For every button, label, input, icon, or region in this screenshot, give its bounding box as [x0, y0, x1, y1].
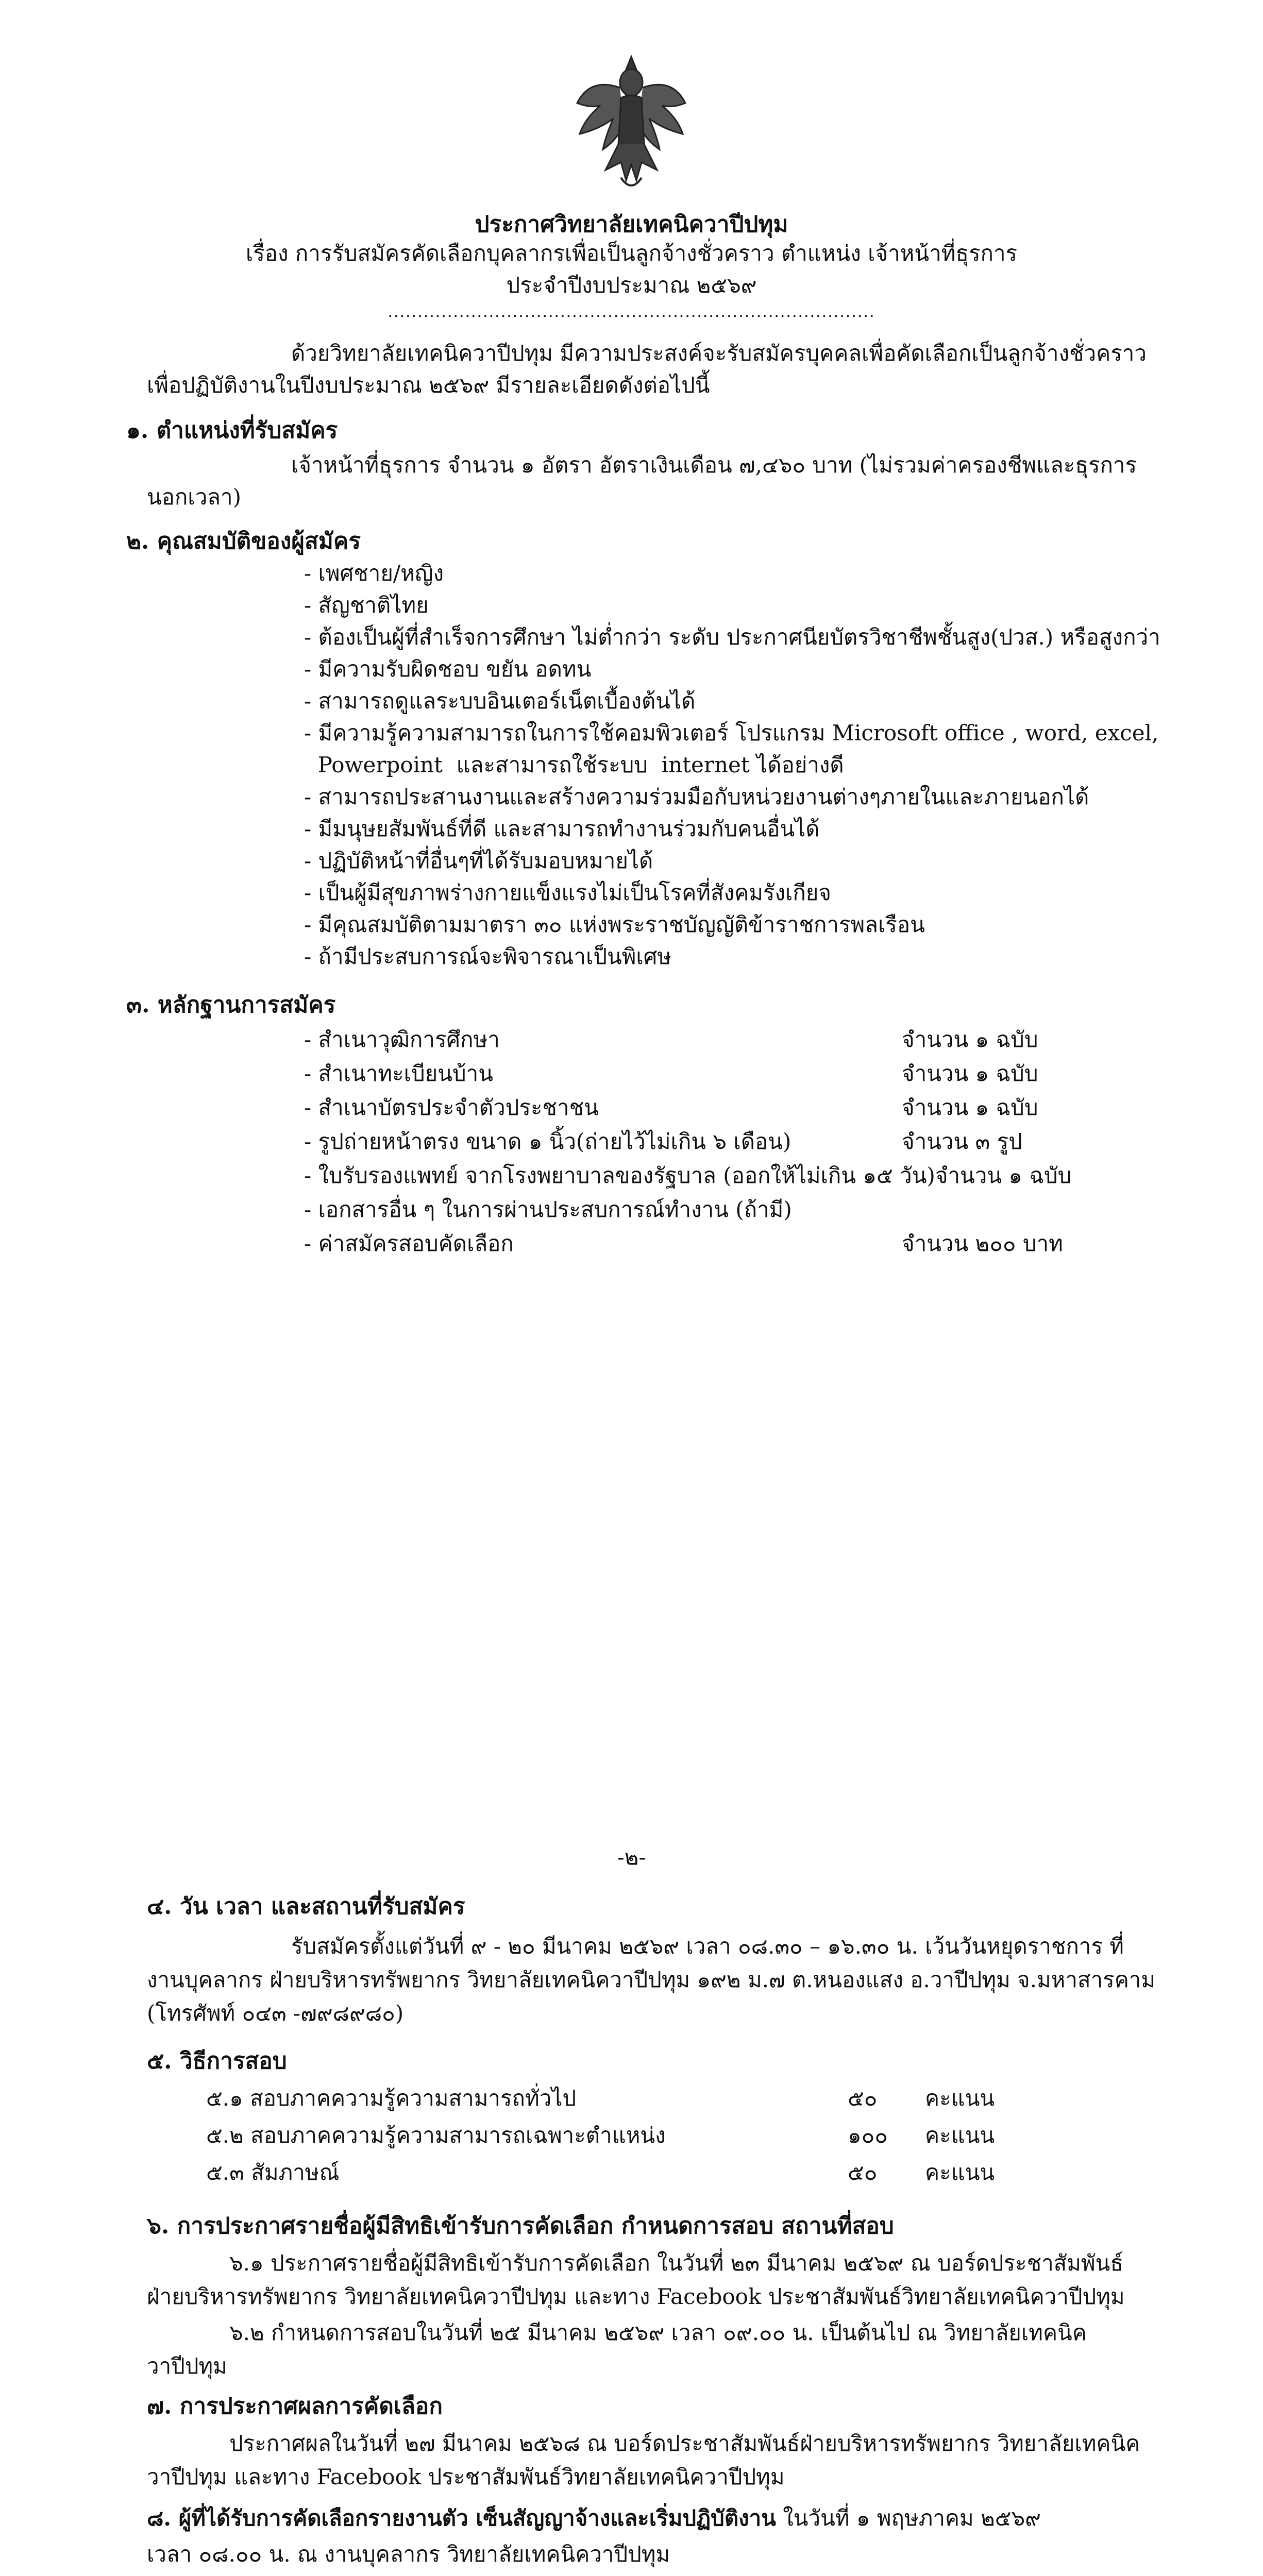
section-8-line-1: [147, 2501, 1041, 2535]
section-6-line-1: ๖.๑ ประกาศรายชื่อผู้มีสิทธิเข้ารับการคัดเลือก ในวันที่ ๒๓ มีนาคม ๒๕๖๙ ณ บอร์ดประชาสัมพันธ์: [229, 2250, 1124, 2276]
document-label: - สำเนาทะเบียนบ้าน: [304, 1061, 493, 1086]
section-7-heading: ๗. การประกาศผลการคัดเลือก: [147, 2393, 443, 2419]
exam-unit: คะแนน: [925, 2160, 995, 2185]
subject-line-2: ประจำปีงบประมาณ ๒๕๖๙: [506, 273, 757, 298]
section-6-line-3: ๖.๒ กำหนดการสอบในวันที่ ๒๕ มีนาคม ๒๕๖๙ เวลา ๐๙.๐๐ น. เป็นต้นไป ณ วิทยาลัยเทคนิค: [229, 2320, 1087, 2345]
list-item: - ถ้ามีประสบการณ์จะพิจารณาเป็นพิเศษ: [304, 944, 672, 969]
table-row: [304, 1023, 1129, 1057]
table-row: [206, 2119, 1082, 2156]
table-row: [206, 2081, 1082, 2119]
document-qty: จำนวน ๒๐๐ บาท: [902, 1231, 1063, 1256]
document-label: - เอกสารอื่น ๆ ในการผ่านประสบการณ์ทำงาน (ถ้ามี): [304, 1197, 792, 1222]
table-row: [206, 2156, 1082, 2193]
section-7-line-2: วาปีปทุม และทาง Facebook ประชาสัมพันธ์วิทยาลัยเทคนิควาปีปทุม: [147, 2464, 785, 2489]
document-qty: จำนวน ๑ ฉบับ: [902, 1095, 1038, 1120]
section-5-heading: ๕. วิธีการสอบ: [147, 2048, 287, 2074]
list-item: - เป็นผู้มีสุขภาพร่างกายแข็งแรงไม่เป็นโรคที่สังคมรังเกียจ: [304, 880, 831, 905]
subject-line-1: เรื่อง การรับสมัครคัดเลือกบุคลากรเพื่อเป็นลูกจ้างชั่วคราว ตำแหน่ง เจ้าหน้าที่ธุรการ: [245, 241, 1018, 266]
section-6-line-4: วาปีปทุม: [147, 2353, 227, 2379]
qualification-list: [304, 556, 1160, 972]
exam-unit: คะแนน: [925, 2123, 995, 2148]
document-qty: จำนวน ๓ รูป: [902, 1129, 1022, 1154]
table-row: [304, 1227, 1129, 1261]
table-row: [304, 1193, 1129, 1227]
list-item: Powerpoint และสามารถใช้ระบบ internet ได้อย่างดี: [304, 752, 844, 777]
exam-unit: คะแนน: [925, 2086, 995, 2111]
document-qty: จำนวน ๑ ฉบับ: [902, 1027, 1038, 1052]
document-qty: จำนวน ๑ ฉบับ: [902, 1061, 1038, 1086]
section-6-heading: ๖. การประกาศรายชื่อผู้มีสิทธิเข้ารับการคัดเลือก กำหนดการสอบ สถานที่สอบ: [147, 2213, 894, 2239]
section-1-heading: ๑. ตำแหน่งที่รับสมัคร: [126, 417, 338, 444]
exam-score: ๕๐: [848, 2160, 878, 2185]
table-row: [304, 1125, 1129, 1159]
section-4-line-2: งานบุคลากร ฝ่ายบริหารทรัพยากร วิทยาลัยเทคนิควาปีปทุม ๑๙๒ ม.๗ ต.หนองแสง อ.วาปีปทุม จ.มหาสารคาม: [147, 1967, 1156, 1992]
document-label: - สำเนาวุฒิการศึกษา: [304, 1027, 500, 1052]
section-4-heading: ๔. วัน เวลา และสถานที่รับสมัคร: [147, 1893, 465, 1920]
list-item: - ปฏิบัติหน้าที่อื่นๆที่ได้รับมอบหมายได้: [304, 848, 653, 873]
section-4-line-3: (โทรศัพท์ ๐๔๓ -๗๙๘๙๘๐): [147, 2001, 404, 2026]
list-item: - มีมนุษยสัมพันธ์ที่ดี และสามารถทำงานร่วมกับคนอื่นได้: [304, 816, 820, 841]
exam-label: ๕.๓ สัมภาษณ์: [206, 2160, 340, 2185]
list-item: - สามารถประสานงานและสร้างความร่วมมือกับหน่วยงานต่างๆภายในและภายนอกได้: [304, 784, 1089, 809]
document-label: - รูปถ่ายหน้าตรง ขนาด ๑ นิ้ว(ถ่ายไว้ไม่เกิน ๖ เดือน): [304, 1129, 792, 1154]
document-title: ประกาศวิทยาลัยเทคนิควาปีปทุม: [475, 211, 788, 238]
section-3-heading: ๓. หลักฐานการสมัคร: [126, 992, 336, 1018]
exam-label: ๕.๒ สอบภาคความรู้ความสามารถเฉพาะตำแหน่ง: [206, 2123, 666, 2148]
section-2-heading: ๒. คุณสมบัติของผู้สมัคร: [126, 528, 361, 554]
document-label: - สำเนาบัตรประจำตัวประชาชน: [304, 1095, 599, 1120]
table-row: [304, 1159, 1129, 1193]
list-item: - มีความรับผิดชอบ ขยัน อดทน: [304, 656, 592, 682]
section-4-line-1: รับสมัครตั้งแต่วันที่ ๙ - ๒๐ มีนาคม ๒๕๖๙ เวลา ๐๘.๓๐ – ๑๖.๓๐ น. เว้นวันหยุดราชการ ที่: [291, 1934, 1124, 1959]
page-number: -๒-: [617, 1844, 646, 1870]
section-7-line-1: ประกาศผลในวันที่ ๒๗ มีนาคม ๒๕๖๘ ณ บอร์ดประชาสัมพันธ์ฝ่ายบริหารทรัพยากร วิทยาลัยเทคนิค: [229, 2431, 1140, 2456]
section-1-line-1: เจ้าหน้าที่ธุรการ จำนวน ๑ อัตรา อัตราเงินเดือน ๗,๔๖๐ บาท (ไม่รวมค่าครองชีพและธุรการ: [291, 452, 1137, 478]
intro-line-1: ด้วยวิทยาลัยเทคนิควาปีปทุม มีความประสงค์จะรับสมัครบุคคลเพื่อคัดเลือกเป็นลูกจ้างชั่วคราว: [291, 341, 1147, 366]
table-row: [304, 1091, 1129, 1125]
exam-methods-list: [206, 2081, 1082, 2193]
garuda-emblem: [569, 46, 693, 196]
section-6-line-2: ฝ่ายบริหารทรัพยากร วิทยาลัยเทคนิควาปีปทุม และทาง Facebook ประชาสัมพันธ์วิทยาลัยเทคนิควาปีปทุม: [147, 2284, 1125, 2309]
list-item: - ต้องเป็นผู้ที่สำเร็จการศึกษา ไม่ต่ำกว่า ระดับ ประกาศนียบัตรวิชาชีพชั้นสูง(ปวส.) หรือสูงกว่า: [304, 624, 1160, 650]
exam-label: ๕.๑ สอบภาคความรู้ความสามารถทั่วไป: [206, 2086, 577, 2111]
exam-score: ๕๐: [848, 2086, 878, 2111]
section-8-date: ในวันที่ ๑ พฤษภาคม ๒๕๖๙: [776, 2505, 1041, 2531]
title-divider: ..................................................................................: [388, 303, 875, 321]
intro-line-2: เพื่อปฏิบัติงานในปีงบประมาณ ๒๕๖๙ มีรายละเอียดดังต่อไปนี้: [147, 372, 710, 398]
section-8-heading: ๘. ผู้ที่ได้รับการคัดเลือกรายงานตัว เซ็นสัญญาจ้างและเริ่มปฏิบัติงาน: [147, 2505, 776, 2531]
list-item: - มีความรู้ความสามารถในการใช้คอมพิวเตอร์ โปรแกรม Microsoft office , word, excel,: [304, 720, 1159, 745]
documents-list: [304, 1023, 1129, 1261]
document-label: - ใบรับรองแพทย์ จากโรงพยาบาลของรัฐบาล (ออกให้ไม่เกิน ๑๕ วัน)จำนวน ๑ ฉบับ: [304, 1163, 1072, 1188]
list-item: - สัญชาติไทย: [304, 592, 429, 618]
section-1-line-2: นอกเวลา): [147, 484, 242, 510]
list-item: - มีคุณสมบัติตามมาตรา ๓๐ แห่งพระราชบัญญัติข้าราชการพลเรือน: [304, 912, 925, 937]
list-item: - สามารถดูแลระบบอินเตอร์เน็ตเบื้องต้นได้: [304, 688, 696, 714]
document-label: - ค่าสมัครสอบคัดเลือก: [304, 1231, 514, 1256]
table-row: [304, 1057, 1129, 1091]
exam-score: ๑๐๐: [848, 2123, 888, 2148]
list-item: - เพศชาย/หญิง: [304, 561, 444, 586]
section-8-line-2: เวลา ๐๘.๐๐ น. ณ งานบุคลากร วิทยาลัยเทคนิควาปีปทุม: [147, 2541, 670, 2567]
